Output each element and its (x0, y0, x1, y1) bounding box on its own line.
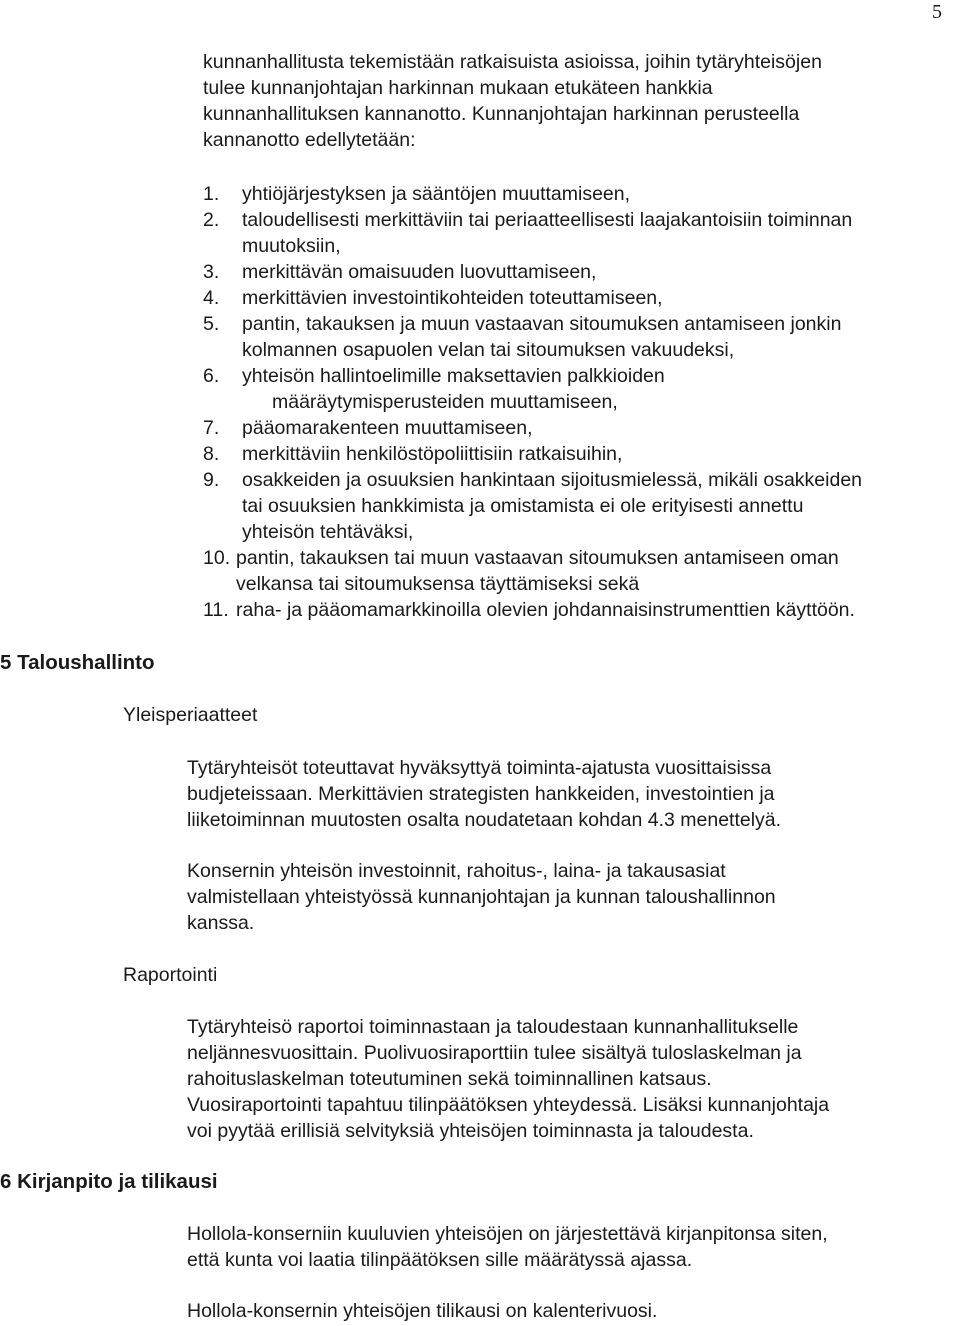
list-item (203, 285, 862, 311)
text-line: Tytäryhteisöt toteuttavat hyväksyttyä toiminta-ajatusta vuosittaisissa (187, 757, 772, 779)
list-text: raha- ja pääomamarkkinoilla olevien johdannaisinstrumenttien käyttöön. (236, 599, 855, 621)
list-text: pantin, takauksen ja muun vastaavan sitoumuksen antamiseen jonkin (242, 313, 842, 335)
list-number: 7. (203, 417, 220, 439)
list-text: tai osuuksien hankkimista ja omistamista ei ole erityisesti annettu (242, 495, 804, 517)
list-number: 1. (203, 183, 220, 205)
text-line: voi pyytää erillisiä selvityksiä yhteisöjen toiminnasta ja taloudesta. (187, 1120, 754, 1142)
list-text: velkansa tai sitoumuksensa täyttämiseksi sekä (236, 573, 640, 595)
paragraph (187, 1014, 829, 1144)
subheading-yleisperiaatteet: Yleisperiaatteet (123, 704, 258, 726)
intro-paragraph (203, 49, 822, 153)
text-line: valmistellaan yhteistyössä kunnanjohtajan ja kunnan taloushallinnon (187, 886, 776, 908)
text-line: Hollola-konserniin kuuluvien yhteisöjen on järjestettävä kirjanpitonsa siten, (187, 1223, 828, 1245)
list-item (203, 181, 862, 207)
text-line: kannanotto edellytetään: (203, 129, 416, 151)
page-number: 5 (932, 1, 942, 23)
list-item (203, 259, 862, 285)
list-number: 6. (203, 365, 220, 387)
list-text: yhtiöjärjestyksen ja sääntöjen muuttamiseen, (242, 183, 631, 205)
list-item (203, 415, 862, 441)
text-line: liiketoiminnan muutosten osalta noudatetaan kohdan 4.3 menettelyä. (187, 809, 782, 831)
list-text: merkittävän omaisuuden luovuttamiseen, (242, 261, 597, 283)
text-line: kanssa. (187, 912, 255, 934)
list-text: taloudellisesti merkittäviin tai periaatteellisesti laajakantoisiin toiminnan (242, 209, 853, 231)
text-line: rahoituslaskelman toteutuminen sekä toiminnallinen katsaus. (187, 1068, 712, 1090)
list-text: yhteisön tehtäväksi, (242, 521, 414, 543)
list-item (203, 311, 862, 363)
list-item (203, 597, 862, 623)
section-heading-5: 5 Taloushallinto (0, 651, 155, 674)
list-text: osakkeiden ja osuuksien hankintaan sijoitusmielessä, mikäli osakkeiden (242, 469, 863, 491)
list-item (203, 545, 862, 597)
list-text: kolmannen osapuolen velan tai sitoumuksen vakuudeksi, (242, 339, 735, 361)
list-text: pääomarakenteen muuttamiseen, (242, 417, 533, 439)
list-number: 10. (203, 547, 231, 569)
list-text: merkittäviin henkilöstöpoliittisiin ratkaisuihin, (242, 443, 623, 465)
list-number: 9. (203, 469, 220, 491)
text-line: Vuosiraportointi tapahtuu tilinpäätöksen yhteydessä. Lisäksi kunnanjohtaja (187, 1094, 830, 1116)
text-line: Hollola-konsernin yhteisöjen tilikausi on kalenterivuosi. (187, 1300, 658, 1322)
list-item (203, 467, 862, 545)
list-number: 5. (203, 313, 220, 335)
text-line: Tytäryhteisö raportoi toiminnastaan ja taloudestaan kunnanhallitukselle (187, 1016, 799, 1038)
paragraph (187, 755, 781, 833)
text-line: budjeteissaan. Merkittävien strategisten hankkeiden, investointien ja (187, 783, 775, 805)
paragraph (187, 1298, 657, 1324)
list-number: 2. (203, 209, 220, 231)
list-text: määräytymisperusteiden muuttamiseen, (272, 391, 618, 413)
list-number: 4. (203, 287, 220, 309)
list-item (203, 363, 862, 415)
list-text: yhteisön hallintoelimille maksettavien palkkioiden (242, 365, 665, 387)
paragraph (187, 858, 776, 936)
list-text: merkittävien investointikohteiden toteuttamiseen, (242, 287, 663, 309)
text-line: neljännesvuosittain. Puolivuosiraporttiin tulee sisältyä tuloslaskelman ja (187, 1042, 802, 1064)
section-heading-6: 6 Kirjanpito ja tilikausi (0, 1170, 218, 1193)
text-line: kunnanhallituksen kannanotto. Kunnanjohtajan harkinnan perusteella (203, 103, 800, 125)
list-number: 8. (203, 443, 220, 465)
list-item (203, 207, 862, 259)
subheading-raportointi: Raportointi (123, 964, 218, 986)
numbered-list (203, 181, 862, 623)
text-line: että kunta voi laatia tilinpäätöksen sille määrätyssä ajassa. (187, 1249, 693, 1271)
list-text: muutoksiin, (242, 235, 341, 257)
list-item (203, 441, 862, 467)
list-number: 3. (203, 261, 220, 283)
text-line: tulee kunnanjohtajan harkinnan mukaan etukäteen hankkia (203, 77, 713, 99)
list-text: pantin, takauksen tai muun vastaavan sitoumuksen antamiseen oman (236, 547, 839, 569)
paragraph (187, 1221, 828, 1273)
list-number: 11. (203, 599, 229, 621)
text-line: Konsernin yhteisön investoinnit, rahoitus-, laina- ja takausasiat (187, 860, 726, 882)
text-line: kunnanhallitusta tekemistään ratkaisuista asioissa, joihin tytäryhteisöjen (203, 51, 822, 73)
